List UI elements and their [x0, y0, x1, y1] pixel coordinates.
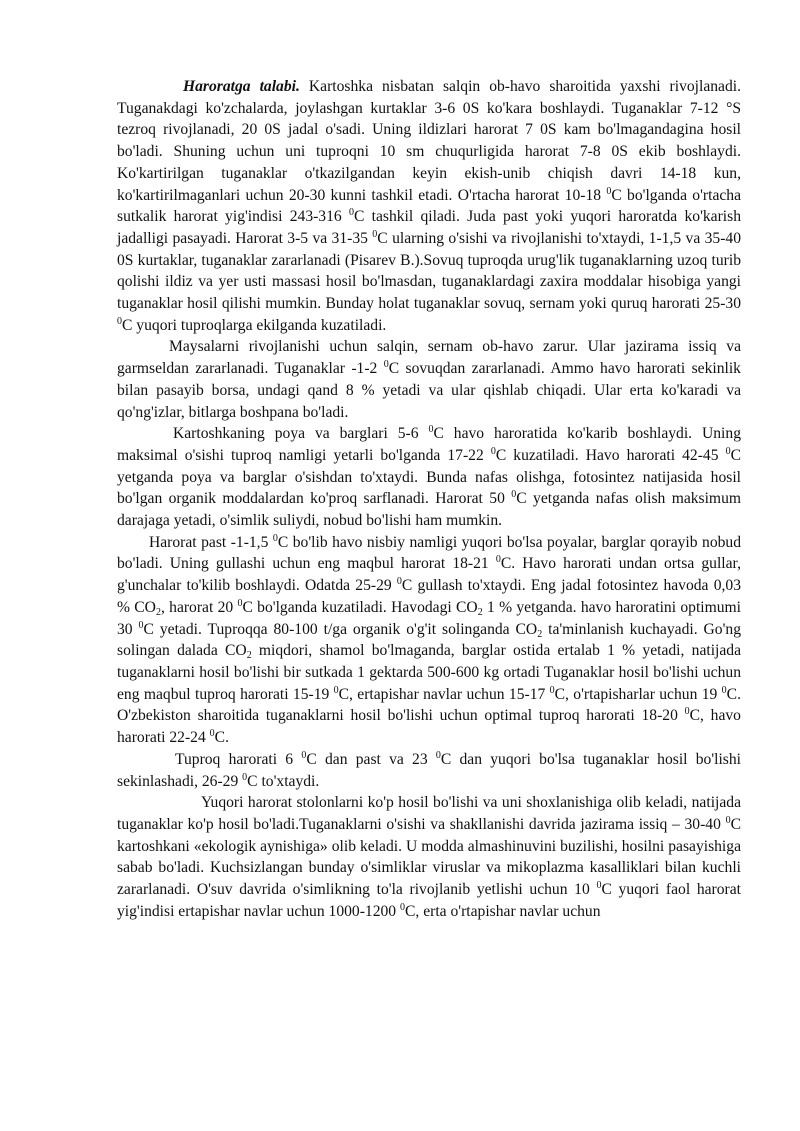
- degree-superscript: 0: [301, 749, 307, 761]
- degree-superscript: 0: [684, 706, 690, 718]
- text-run: C bo'lib havo nisbiy namligi yuqori bo'lsa poyalar, barglar qorayib nobud bo'ladi. Uning gullashi uchun eng maqbul harorat 18-21: [117, 533, 742, 573]
- text-run: C yuqori faol harorat yig'indisi ertapishar navlar uchun 1000-1200: [117, 881, 741, 920]
- text-run: C, o'rtapisharlar uchun 19: [554, 685, 722, 703]
- paragraph-low-temperature: [117, 532, 741, 749]
- text-run: C sovuqdan zararlanadi. Ammo havo harorati sekinlik bilan pasayib borsa, undagi qand 8 % yetadi va ular qishlab chiqadi. Ular erta ko'karadi va qo'ng'izlar, bitlarga boshpana bo'ladi.: [117, 360, 741, 421]
- text-run: C dan past va 23: [306, 750, 436, 768]
- text-run: Maysalarni rivojlanishi uchun salqin, sernam ob-havo zarur. Ular jazirama issiq va garmseldan zararlanadi. Tuganaklar -1-2: [117, 338, 741, 378]
- co2-subscript: 2: [246, 650, 252, 662]
- text-run: 1 % yetganda. havo haroratini optimumi 30: [117, 598, 742, 638]
- text-run: C.: [214, 729, 229, 747]
- paragraph-soil-temperature: [117, 749, 741, 792]
- degree-superscript: 0: [549, 684, 555, 696]
- paragraph-seedlings: [117, 336, 741, 423]
- text-run: C yetganda poya va barglar o'sishdan to'xtaydi. Bunda nafas olishga, fotosintez natijasida hosil bo'lgan organik moddalardan ko'proq sarflanadi. Harorat 50: [117, 446, 741, 508]
- text-run: , harorat 20: [160, 598, 238, 616]
- section-heading: Haroratga talabi.: [183, 78, 300, 95]
- degree-superscript: 0: [348, 207, 354, 219]
- degree-superscript: 0: [138, 619, 144, 631]
- co2-subscript: 2: [155, 606, 161, 618]
- text-run: C, ertapishar navlar uchun 15-17: [338, 685, 550, 703]
- degree-superscript: 0: [383, 359, 389, 371]
- paragraph-stems-leaves: [117, 423, 741, 532]
- degree-superscript: 0: [272, 532, 278, 544]
- text-run: Kartoshkaning poya va barglari 5-6: [173, 425, 429, 443]
- co2-subscript: 2: [477, 606, 483, 618]
- degree-superscript: 0: [606, 185, 612, 197]
- degree-superscript: 0: [242, 771, 248, 783]
- text-run: C yetadi. Tuproqqa 80-100 t/ga organik o'g'it solinganda CO: [143, 620, 538, 638]
- text-run: C, erta o'rtapishar navlar uchun: [405, 902, 601, 920]
- degree-superscript: 0: [396, 576, 402, 588]
- text-run: C kuzatiladi. Havo harorati 42-45: [495, 446, 726, 464]
- degree-superscript: 0: [117, 315, 122, 327]
- text-run: C havo haroratida ko'karib boshlaydi. Uning maksimal o'sishi tuproq namligi yetarli bo'lganda 17-22: [117, 425, 741, 464]
- text-run: Kartoshka nisbatan salqin ob-havo sharoitida yaxshi rivojlanadi. Tuganakdagi ko'zchalarda, joylashgan kurtaklar 3-6 0S ko'kara boshlaydi. Tuganaklar 7-12 °S tezroq rivojlanadi, 20 0S jadal o'sadi. Uning ildizlari harorat 7 0S kam bo'lmagandagina hosil bo'ladi. Shuning uchun uni tuproqni 10 sm chuqurligida harorat 7-8 0S ekib boshlaydi. Ko'kartirilgan tuganaklar o'tkazilgandan keyin ekish-unib chiqish davri 14-18 kun, ko'kartirilmaganlari uchun 20-30 kunni tashkil etadi. O'rtacha harorat 10-18: [117, 78, 741, 204]
- degree-superscript: 0: [400, 901, 406, 913]
- text-run: C yetganda nafas olish maksimum darajaga yetadi, o'simlik suliydi, nobud bo'lishi ham mumkin.: [117, 490, 741, 530]
- text-run: Yuqori harorat stolonlarni ko'p hosil bo'lishi va uni shoxlanishiga olib keladi, natijada tuganaklar ko'p hosil bo'ladi.Tuganaklarni o'sishi va shakllanishi davrida jazirama issiq – 30-40: [117, 794, 741, 833]
- text-run: C dan yuqori bo'lsa tuganaklar hosil bo'lishi sekinlashadi, 26-29: [117, 750, 742, 790]
- degree-superscript: 0: [725, 445, 731, 457]
- text-run: C, havo harorati 22-24: [117, 707, 741, 747]
- text-run: ta'minlanish kuchayadi. Go'ng solingan dalada CO: [117, 620, 741, 660]
- degree-superscript: 0: [435, 749, 441, 761]
- text-run: miqdori, shamol bo'lmaganda, barglar ostida ertalab 1 % yetadi, natijada tuganaklarni hosil bo'lishi bir sutkada 1 gektarda 500-600 kg ortadi Tuganaklar hosil bo'lishi uchun eng maqbul tuproq harorati 15-19: [117, 642, 742, 703]
- degree-superscript: 0: [209, 728, 215, 740]
- text-run: C ularning o'sishi va rivojlanishi to'xtaydi, 1-1,5 va 35-40 0S kurtaklar, tuganaklar zararlanadi (Pisarev B.).Sovuq tuproqda urug'lik tuganaklarning uzoq turib qolishi ildiz va yer usti massasi hosil bo'lmasdan, tuganaklardagi zaxira moddalar hisobiga yangi tuganaklar hosil qilishi mumkin. Bunday holat tuganaklar sovuq, sernam yoki quruq harorati 25-30: [117, 229, 741, 313]
- text-run: C to'xtaydi.: [247, 772, 320, 790]
- co2-subscript: 2: [537, 628, 543, 640]
- degree-superscript: 0: [725, 814, 731, 826]
- paragraph-high-temperature: [117, 792, 741, 922]
- text-run: C yuqori tuproqlarga ekilganda kuzatiladi.: [122, 316, 387, 334]
- degree-superscript: 0: [237, 597, 243, 609]
- text-run: Tuproq harorati 6: [175, 750, 302, 768]
- text-run: C bo'lganda o'rtacha sutkalik harorat yig'indisi 243-316: [117, 186, 741, 226]
- paragraph-temperature-requirement: [117, 76, 741, 336]
- degree-superscript: 0: [721, 684, 727, 696]
- degree-superscript: 0: [495, 554, 501, 566]
- text-run: Harorat past -1-1,5: [149, 533, 273, 551]
- degree-superscript: 0: [511, 489, 517, 501]
- degree-superscript: 0: [596, 880, 602, 892]
- document-page: [117, 76, 741, 922]
- text-run: C kartoshkani «ekologik aynishiga» olib keladi. U modda almashinuvini buzilishi, hosilni pasayishiga sabab bo'ladi. Kuchsizlangan bunday o'simliklar viruslar va mikoplazma kasalliklari bilan kuchli zararlanadi. O'suv davrida o'simlikning to'la rivojlanib yetlishi uchun 10: [117, 815, 741, 899]
- text-run: C tashkil qiladi. Juda past yoki yuqori haroratda ko'karish jadalligi pasayadi. Harorat 3-5 va 31-35: [117, 208, 741, 247]
- degree-superscript: 0: [490, 445, 496, 457]
- text-run: C gullash to'xtaydi. Eng jadal fotosintez havoda 0,03 % CO: [117, 577, 741, 616]
- text-run: C bo'lganda kuzatiladi. Havodagi CO: [242, 598, 478, 616]
- degree-superscript: 0: [372, 228, 378, 240]
- text-run: C. Havo harorati undan ortsa gullar, g'unchalar to'kilib boshlaydi. Odatda 25-29: [117, 555, 742, 595]
- degree-superscript: 0: [428, 424, 434, 436]
- text-run: C. O'zbekiston sharoitida tuganaklarni hosil bo'lishi uchun optimal tuproq harorati 18-20: [117, 685, 741, 725]
- degree-superscript: 0: [333, 684, 339, 696]
